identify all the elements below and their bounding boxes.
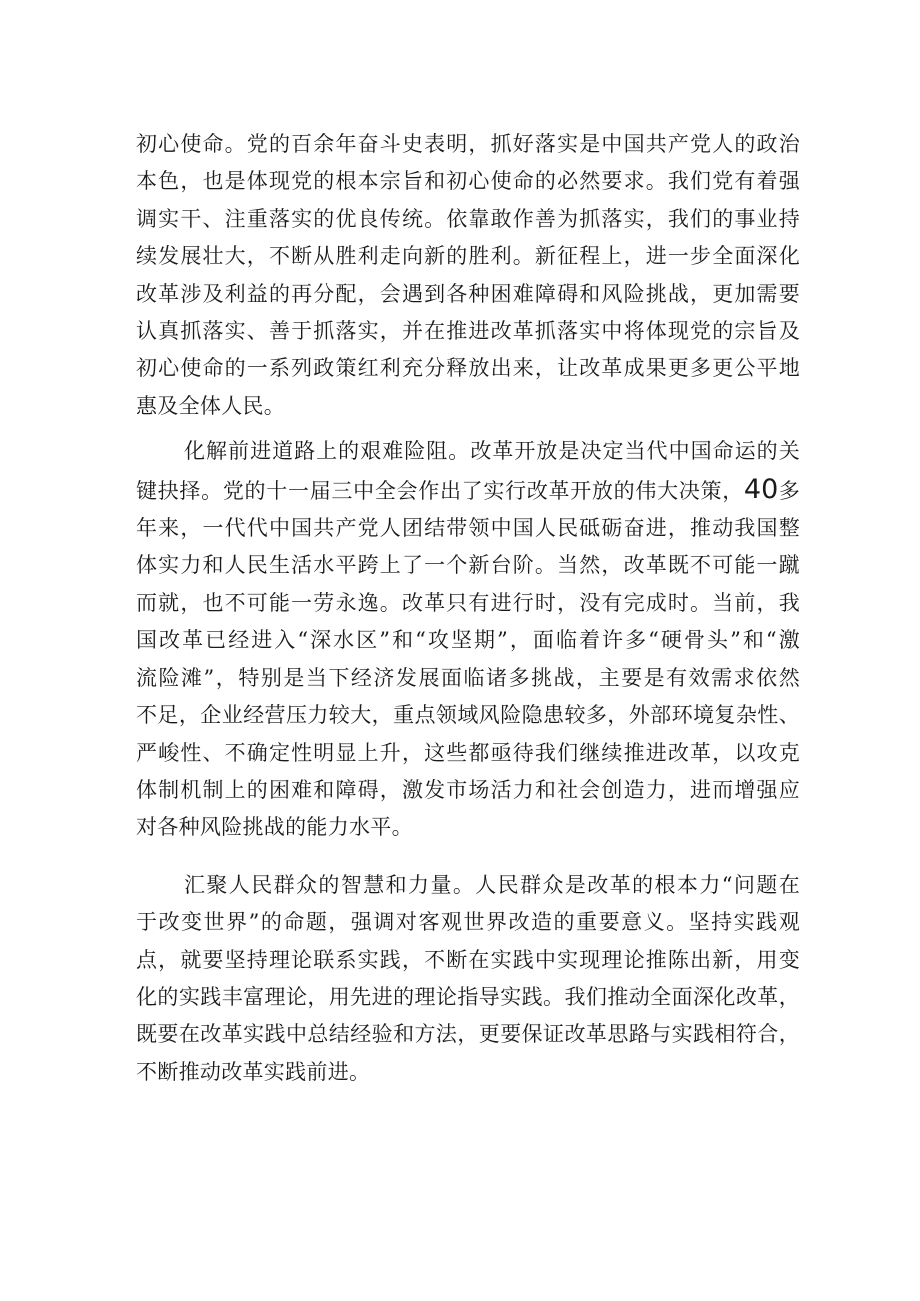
text-line: 认真抓落实、善于抓落实，并在推进改革抓落实中将体现党的宗旨及 [136,319,800,344]
text-line: 体实力和人民生活水平跨上了一个新台阶。当然，改革既不可能一蹴 [136,553,800,578]
text-line: 化的实践丰富理论，用先进的理论指导实践。我们推动全面深化改革， [136,984,800,1009]
text-line: 初心使命。党的百余年奋斗史表明，抓好落实是中国共产党人的政治 [136,132,800,156]
text-line: 点，就要坚持理论联系实践，不断在实践中实现理论推陈出新，用变 [136,947,800,972]
text-segment: 多 [778,478,800,503]
text-line: 体制机制上的困难和障碍，激发市场活力和社会创造力，进而增强应 [136,777,800,802]
text-line: 续发展壮大，不断从胜利走向新的胜利。新征程上，进一步全面深化 [136,244,800,269]
text-line: 流险滩”，特别是当下经济发展面临诸多挑战，主要是有效需求依然 [136,665,800,690]
text-line: 国改革已经进入“深水区”和“攻坚期”，面临着许多“硬骨头”和“激 [136,628,800,653]
text-line: 对各种风险挑战的能力水平。 [136,815,413,840]
paragraph-3 [136,867,800,1091]
text-line: 初心使命的一系列政策红利充分释放出来，让改革成果更多更公平地 [136,356,800,381]
text-segment: 键抉择。党的十一届三中全会作出了实行改革开放的伟大决策， [136,478,744,503]
text-line: 不断推动改革实践前进。 [136,1059,371,1084]
document-body [136,126,800,1091]
paragraph-1 [136,126,800,425]
text-line: 本色，也是体现党的根本宗旨和初心使命的必然要求。我们党有着强 [136,169,800,194]
text-line: 调实干、注重落实的优良传统。依靠敢作善为抓落实，我们的事业持 [136,206,800,231]
text-line: 惠及全体人民。 [136,393,286,418]
number-text: 40 [743,473,779,505]
text-line: 年来，一代代中国共产党人团结带领中国人民砥砺奋进，推动我国整 [136,516,800,541]
text-line: 改革涉及利益的再分配，会遇到各种困难障碍和风险挑战，更加需要 [136,281,800,306]
text-line: 严峻性、不确定性明显上升，这些都亟待我们继续推进改革，以攻克 [136,740,800,765]
text-line: 汇聚人民群众的智慧和力量。人民群众是改革的根本力“问题在 [184,872,800,897]
text-line: 而就，也不可能一劳永逸。改革只有进行时，没有完成时。当前，我 [136,590,800,615]
text-line: 化解前进道路上的艰难险阻。改革开放是决定当代中国命运的关 [184,439,800,464]
text-line: 于改变世界”的命题，强调对客观世界改造的重要意义。坚持实践观 [136,910,800,935]
paragraph-2 [136,433,800,846]
text-line: 既要在改革实践中总结经验和方法，更要保证改革思路与实践相符合， [136,1022,800,1047]
text-line: 不足，企业经营压力较大，重点领域风险隐患较多，外部环境复杂性、 [136,703,800,728]
text-line-mixed [136,471,800,510]
